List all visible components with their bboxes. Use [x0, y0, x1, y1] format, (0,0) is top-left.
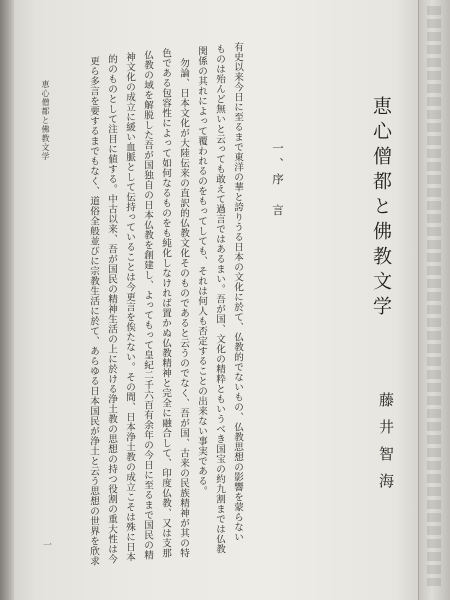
body-column-8: 的のものとして注目に値する。中古以来、吾が国民の精神生活の上に於ける浄土教の思想の持つ役割の重大性は今 — [106, 54, 117, 564]
author-name: 藤井智海 — [377, 392, 395, 500]
book-gutter-shadow — [0, 0, 14, 600]
body-column-3: 関係の其れによって覆われるのをもってしても、それは何人も否定することの出来ない事実である。 — [196, 46, 207, 496]
bleed-through-text — [427, 6, 441, 586]
article-title: 恵心僧都と佛教文学 — [370, 96, 392, 321]
body-column-9: 更ら多言を要するまでもなく、道俗全般並びに宗教生活に於て、あらゆる日本国民が浄土と云う思想の世界を欣求 — [88, 56, 99, 566]
page-number: 一 — [41, 540, 51, 549]
adjacent-page-edge — [418, 0, 450, 600]
body-column-6: 仏教の域を解脱した吾が国独自の日本仏教を創建し、よってもって皇紀二千六百有余年の今日に至るまで国民の精 — [142, 50, 153, 560]
body-column-7: 神文化の成立に緩い血脈として伝持っていることは今更言を俟たない。その間、日本浄土教の成立こそは殊に日本 — [124, 52, 135, 562]
body-column-4: 勿論、日本文化が大陸伝来の直訳的仏教文化そのものであると云うのでなく、吾が国、古来の民族精神が其の特 — [178, 58, 189, 558]
body-column-2: ものは殆んど無いと云っても敢えて過言ではあるまい。吾が国、文化の精粋ともいうべき国宝の約九割までは仏教 — [214, 44, 225, 554]
section-heading: 一、序 言 — [271, 142, 285, 220]
body-column-5: 色である包容性によって如何なるものをも純化しなければ置かぬ仏教精神と完全に融合して、印度仏教、又は支那 — [160, 48, 171, 558]
running-header: 恵心僧都と佛教文学 — [41, 80, 50, 161]
body-column-1: 有史以来今日に至るまで東洋の華と誇りうる日本の文化に於て、仏教的でないもの、仏教思想の影響を蒙らない — [232, 42, 243, 542]
